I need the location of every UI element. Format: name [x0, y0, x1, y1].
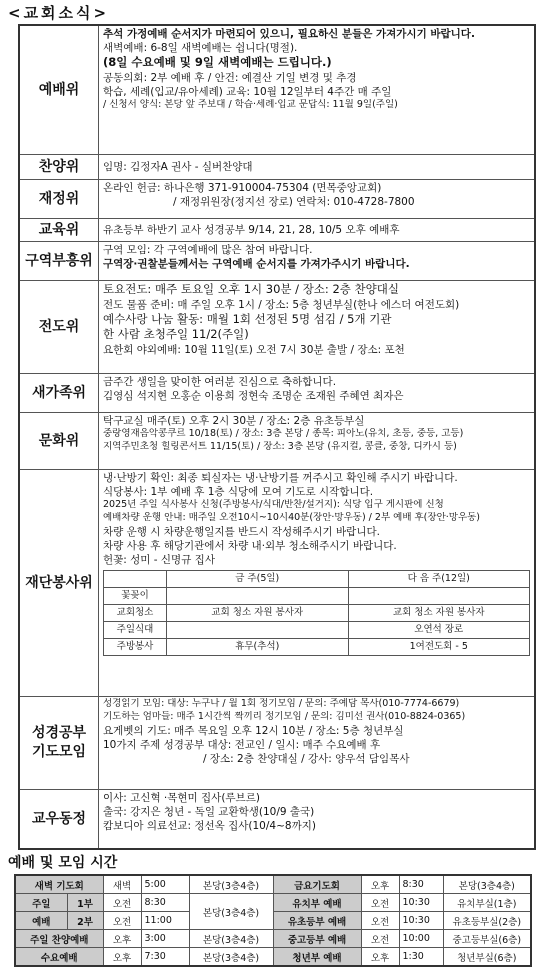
schedule-ampm: 오전	[361, 894, 399, 912]
news-row-district	[19, 242, 535, 281]
schedule-ampm: 오전	[361, 912, 399, 930]
schedule-place: 유초등부실(2층)	[443, 912, 531, 930]
schedule-time: 11:00	[141, 912, 189, 930]
news-line: 중랑영재음악콩쿠르 10/18(토) / 장소: 3층 본당 / 종목: 피아노(유치, 초등, 중등, 고등)	[103, 428, 464, 440]
news-line: 10가지 주제 성경공부 대상: 전교인 / 일시: 매주 수요예배 후	[103, 738, 381, 751]
news-line: 공동의회: 2부 예배 후 / 안건: 예결산 기일 변경 및 추경	[103, 71, 357, 84]
news-line: 예수사랑 나눔 활동: 매월 1회 선정된 5명 섬김 / 5개 기관	[103, 311, 392, 326]
news-line: 예배차량 운행 안내: 매주일 오전10시~10시40분(장안·망우동) / 2부 예배 후(장안·망우동)	[103, 512, 481, 524]
news-line: 구역장·권찰분들께서는 구역예배 순서지를 가져가주시기 바랍니다.	[103, 258, 410, 271]
church-news-table	[18, 24, 536, 850]
duty-row	[104, 605, 530, 622]
news-line: 전도 물품 준비: 매 주일 오후 1시 / 장소: 5층 청년부실(한나 에스더 여전도회)	[103, 298, 460, 311]
news-row-foundation	[19, 470, 535, 697]
news-line: 구역 모임: 각 구역예배에 많은 참여 바랍니다.	[103, 244, 313, 256]
duty-row	[104, 639, 530, 656]
category-label-line: 성경공부	[31, 725, 87, 742]
schedule-time: 1:30	[399, 948, 443, 967]
news-line: 냉·난방기 확인: 최종 퇴실자는 냉·난방기를 꺼주시고 확인해 주시기 바랍니다.	[103, 472, 458, 484]
news-line: 추석 가정예배 순서지가 마련되어 있으니, 필요하신 분들은 가져가시기 바랍니다.	[103, 28, 475, 40]
duty-cell	[167, 588, 349, 605]
category-label: 전도위	[19, 281, 99, 374]
news-line: 탁구교실 매주(토) 오후 2시 30분 / 장소: 2층 유초등부실	[103, 415, 365, 427]
news-line: 식당봉사: 1부 예배 후 1층 식당에 모여 기도로 시작합니다.	[103, 486, 374, 499]
category-label: 교육위	[19, 219, 99, 242]
schedule-part: 2부	[67, 912, 103, 930]
schedule-name: 주일 찬양예배	[15, 930, 103, 948]
news-line: 캄보디아 의료선교: 정선옥 집사(10/4~8까지)	[103, 820, 316, 833]
news-row-members	[19, 790, 535, 850]
news-row-newfamily	[19, 374, 535, 413]
schedule-place: 본당(3층4층)	[189, 948, 273, 967]
schedule-row	[15, 948, 531, 967]
category-label: 구역부흥위	[19, 242, 99, 281]
news-line: 임명: 김정자A 권사 - 실버찬양대	[103, 160, 253, 173]
news-line: 금주간 생일을 맞이한 여러분 진심으로 축하합니다.	[103, 376, 337, 388]
schedule-row	[15, 894, 531, 912]
category-label: 재정위	[19, 180, 99, 219]
category-label	[19, 697, 99, 790]
category-label: 재단봉사위	[19, 470, 99, 697]
duty-cell	[348, 588, 530, 605]
news-line: 한 사람 초청주일 11/2(주일)	[103, 327, 249, 342]
schedule-name: 수요예배	[15, 948, 103, 967]
schedule-time: 10:30	[399, 912, 443, 930]
schedule-name: 중고등부 예배	[273, 930, 361, 948]
news-line: / 장소: 2층 찬양대실 / 강사: 양우석 담임목사	[203, 752, 410, 765]
news-line: 유초등부 하반기 교사 성경공부 9/14, 21, 28, 10/5 오후 예배후	[103, 223, 400, 236]
duty-header-cell	[104, 571, 167, 588]
news-line: / 신청서 양식: 본당 앞 주보대 / 학습·세례·입교 문답식: 11월 9일(주일)	[103, 99, 398, 111]
duty-cell: 오연석 장로	[348, 622, 530, 639]
schedule-place: 본당(3층4층)	[189, 894, 273, 930]
news-row-bible-study	[19, 697, 535, 790]
schedule-place: 본당(3층4층)	[189, 930, 273, 948]
schedule-row	[15, 912, 531, 930]
schedule-place: 중고등부실(6층)	[443, 930, 531, 948]
duty-header-cell: 다 음 주(12일)	[348, 571, 530, 588]
news-line: 학습, 세례(입교/유아세례) 교육: 10월 12일부터 4주간 매 주일	[103, 86, 392, 99]
news-line: 새벽예배: 6-8일 새벽예배는 쉽니다(명절).	[103, 42, 298, 55]
schedule-ampm: 오전	[103, 912, 141, 930]
news-line: 기도하는 엄마들: 매주 1시간씩 짝끼리 정기모임 / 문의: 김미선 권사(010-8824-0365)	[103, 710, 466, 722]
schedule-ampm: 오전	[103, 894, 141, 912]
schedule-name: 청년부 예배	[273, 948, 361, 967]
schedule-place: 본당(3층4층)	[443, 875, 531, 894]
news-row-praise	[19, 155, 535, 180]
news-line: / 재정위원장(정지선 장로) 연락처: 010-4728-7800	[173, 196, 415, 209]
schedule-part: 1부	[67, 894, 103, 912]
schedule-ampm: 오후	[103, 948, 141, 967]
schedule-time: 7:30	[141, 948, 189, 967]
news-line: 토요전도: 매주 토요일 오후 1시 30분 / 장소: 2층 찬양대실	[103, 282, 399, 296]
schedule-time: 8:30	[399, 875, 443, 894]
schedule-time: 8:30	[141, 894, 189, 912]
duty-cell: 교회청소	[104, 605, 167, 622]
category-label: 찬양위	[19, 155, 99, 180]
service-duty-table	[103, 570, 530, 656]
news-row-education	[19, 219, 535, 242]
news-row-culture	[19, 413, 535, 470]
news-line: 2025년 주일 식사봉사 신청(주방봉사/식대/반찬/설거지): 식당 입구 게시판에 신청	[103, 499, 444, 511]
schedule-row	[15, 930, 531, 948]
duty-cell: 교회 청소 자원 봉사자	[167, 605, 349, 622]
category-label-line: 기도모임	[31, 744, 87, 760]
news-line: 차량 운행 시 차량운행일지를 반드시 작성해주시기 바랍니다.	[103, 525, 380, 538]
news-line: 차량 사용 후 해당기관에서 차량 내·외부 청소해주시기 바랍니다.	[103, 540, 397, 553]
duty-cell	[167, 622, 349, 639]
news-line: 지역주민초청 힐링콘서트 11/15(토) / 장소: 3층 본당 (유지컬, 콩클, 중창, 디카시 등)	[103, 440, 457, 452]
category-label: 문화위	[19, 413, 99, 470]
news-line: (8일 수요예배 및 9일 새벽예배는 드립니다.)	[103, 55, 332, 70]
schedule-name: 주일	[15, 894, 67, 912]
duty-cell: 1여전도회 - 5	[348, 639, 530, 656]
news-row-evangelism	[19, 281, 535, 374]
schedule-ampm: 오후	[103, 930, 141, 948]
news-line: 김영심 석지현 오홍순 이용희 정현숙 조명순 조재원 주혜연 최자은	[103, 390, 404, 403]
schedule-name: 유치부 예배	[273, 894, 361, 912]
schedule-name: 새벽 기도회	[15, 875, 103, 894]
duty-row	[104, 622, 530, 639]
news-line: 헌꽃: 성미 - 신명규 집사	[103, 554, 215, 567]
schedule-ampm: 오후	[361, 948, 399, 967]
schedule-ampm: 오전	[361, 930, 399, 948]
duty-row	[104, 588, 530, 605]
news-line: 이사: 고신혁 ·목현미 집사(루브르)	[103, 792, 260, 804]
schedule-table	[14, 874, 532, 967]
duty-cell: 교회 청소 자원 봉사자	[348, 605, 530, 622]
category-label: 예배위	[19, 25, 99, 155]
news-row-worship	[19, 25, 535, 155]
category-label: 교우동정	[19, 790, 99, 850]
schedule-time: 10:30	[399, 894, 443, 912]
schedule-time: 5:00	[141, 875, 189, 894]
schedule-time: 3:00	[141, 930, 189, 948]
news-line: 출국: 강지은 청년 - 독일 교환학생(10/9 출국)	[103, 806, 315, 819]
duty-header-cell: 금 주(5일)	[167, 571, 349, 588]
schedule-ampm: 오후	[361, 875, 399, 894]
schedule-title: 예배 및 모임 시간	[8, 855, 118, 871]
schedule-place: 청년부실(6층)	[443, 948, 531, 967]
schedule-name: 금요기도회	[273, 875, 361, 894]
schedule-time: 10:00	[399, 930, 443, 948]
page-heading: <교회소식>	[8, 4, 110, 22]
duty-cell: 휴무(추석)	[167, 639, 349, 656]
news-line: 요한회 야외예배: 10월 11일(토) 오전 7시 30분 출발 / 장소: 포천	[103, 343, 405, 356]
news-line: 성경읽기 모임: 대상: 누구나 / 월 1회 정기모임 / 문의: 주예담 목사(010-7774-6679)	[103, 698, 460, 709]
schedule-row	[15, 875, 531, 894]
schedule-ampm: 새벽	[103, 875, 141, 894]
schedule-place: 본당(3층4층)	[189, 875, 273, 894]
schedule-name: 유초등부 예배	[273, 912, 361, 930]
duty-cell: 주방봉사	[104, 639, 167, 656]
duty-cell: 꽃꽂이	[104, 588, 167, 605]
schedule-place: 유치부실(1층)	[443, 894, 531, 912]
category-label: 새가족위	[19, 374, 99, 413]
schedule-name: 예배	[15, 912, 67, 930]
news-row-finance	[19, 180, 535, 219]
duty-header-row	[104, 571, 530, 588]
duty-cell: 주일식대	[104, 622, 167, 639]
news-line: 온라인 헌금: 하나은행 371-910004-75304 (면목중앙교회)	[103, 182, 382, 194]
news-line: 요게벳의 기도: 매주 목요일 오후 12시 10분 / 장소: 5층 청년부실	[103, 724, 404, 737]
